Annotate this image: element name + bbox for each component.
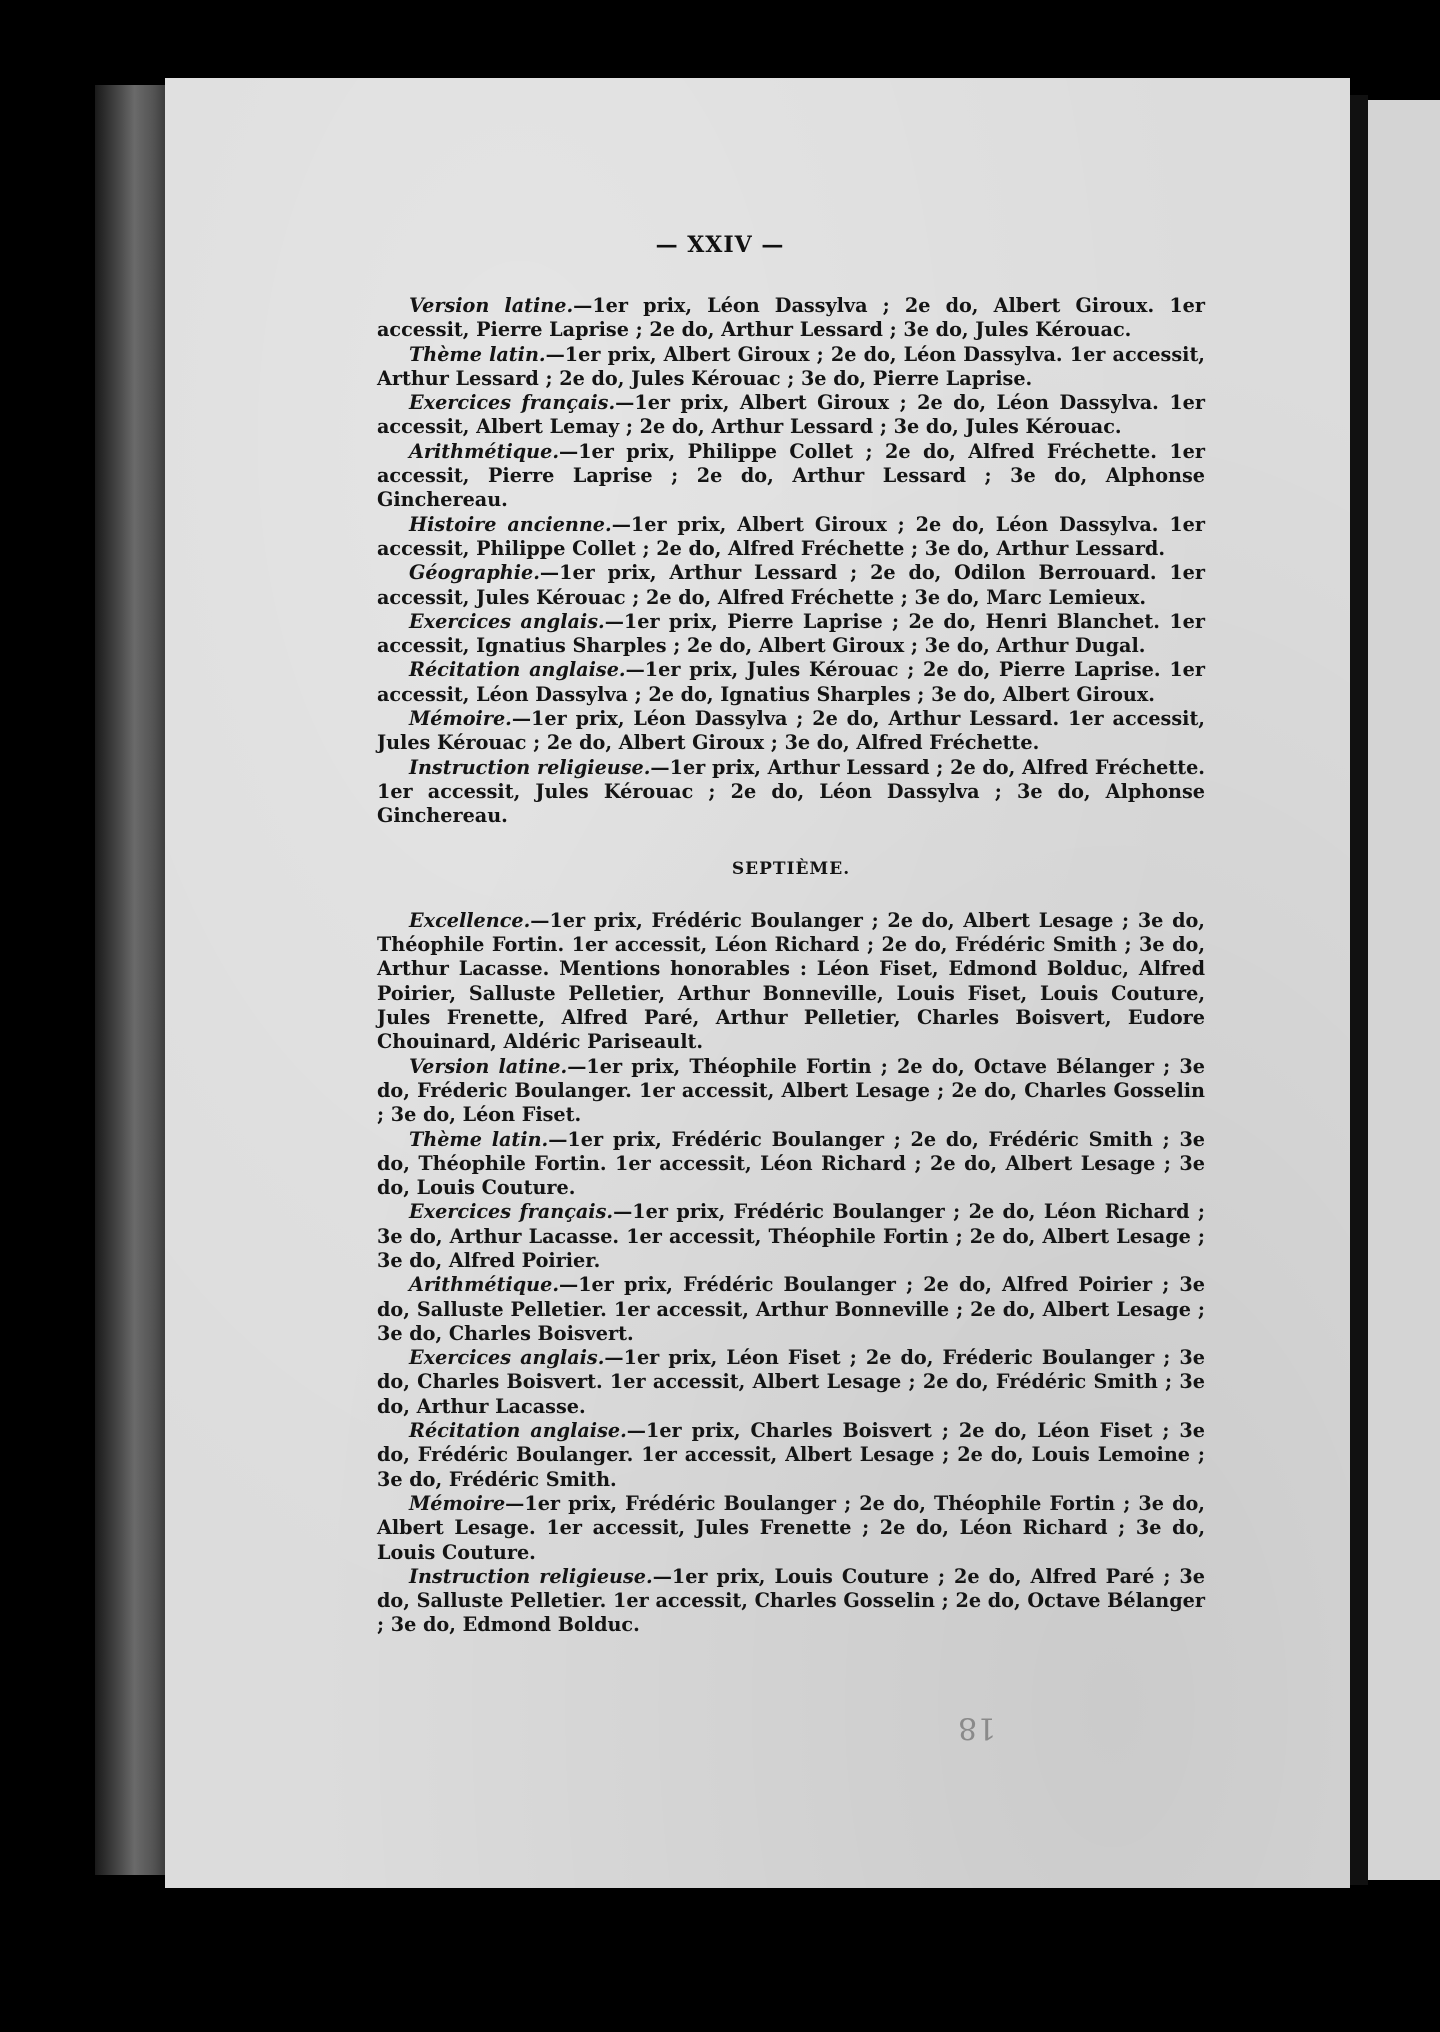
prize-text: —1er prix, Frédéric Boulanger ; 2e do, Frédéric Smith ; 3e do, Théophile Fortin. 1er accessit, Léon Richard ; 2e do, Albert Lesage ; 3e do, Louis Couture. — [377, 1127, 1205, 1200]
prize-text: —1er prix, Frédéric Boulanger ; 2e do, Théophile Fortin ; 3e do, Albert Lesage. 1er accessit, Jules Frenette ; 2e do, Léon Richard ; 3e do, Louis Couture. — [377, 1491, 1205, 1564]
prize-text: —1er prix, Albert Giroux ; 2e do, Léon Dassylva. 1er accessit, Albert Lemay ; 2e do, Arthur Lessard ; 3e do, Jules Kérouac. — [377, 391, 1205, 439]
prize-entry — [377, 1492, 1205, 1565]
prize-entry — [377, 1055, 1205, 1128]
prize-text: —1er prix, Frédéric Boulanger ; 2e do, Albert Lesage ; 3e do, Théophile Fortin. 1er accessit, Léon Richard ; 2e do, Frédéric Smith ; 3e do, Arthur Lacasse. Mentions honorables : Léon Fiset, Edmond Bolduc, Alfred Poirier, Salluste Pelletier, Arthur Bonneville, Louis Fiset, Louis Couture, Jules Frenette, Alfred Paré, Arthur Pelletier, Charles Boisvert, Eudore Chouinard, Aldéric Pariseault. — [377, 908, 1205, 1054]
page-gutter — [1350, 95, 1368, 1885]
prize-text: —1er prix, Léon Fiset ; 2e do, Fréderic Boulanger ; 3e do, Charles Boisvert. 1er accessit, Albert Lesage ; 2e do, Frédéric Smith ; 3e do, Arthur Lacasse. — [377, 1346, 1205, 1418]
subject-label: Exercices français. — [409, 1200, 614, 1224]
subject-label: Arithmétique. — [409, 439, 560, 463]
subject-label: Instruction religieuse. — [409, 1564, 653, 1588]
prize-text: —1er prix, Frédéric Boulanger ; 2e do, Alfred Poirier ; 3e do, Salluste Pelletier. 1er accessit, Arthur Bonneville ; 2e do, Albert Lesage ; 3e do, Charles Boisvert. — [377, 1273, 1205, 1345]
prize-entry — [377, 909, 1205, 1055]
prize-entry — [377, 707, 1205, 756]
prize-text: —1er prix, Philippe Collet ; 2e do, Alfred Fréchette. 1er accessit, Pierre Laprise ; 2e do, Arthur Lessard ; 3e do, Alphonse Ginchereau. — [377, 439, 1205, 512]
prize-text: —1er prix, Théophile Fortin ; 2e do, Octave Bélanger ; 3e do, Fréderic Boulanger. 1er accessit, Albert Lesage ; 2e do, Charles Gosselin ; 3e do, Léon Fiset. — [377, 1054, 1205, 1127]
subject-label: Thème latin. — [409, 1127, 549, 1151]
prize-entry — [377, 1273, 1205, 1346]
section-title-septieme: SEPTIÈME. — [731, 858, 851, 879]
prize-entry — [377, 1200, 1205, 1273]
page-body — [377, 294, 1205, 1638]
prize-entry — [377, 756, 1205, 829]
subject-label: Thème latin. — [409, 342, 546, 366]
subject-label: Version latine. — [409, 294, 574, 317]
subject-label: Version latine. — [409, 1054, 568, 1078]
prize-text: —1er prix, Louis Couture ; 2e do, Alfred Paré ; 3e do, Salluste Pelletier. 1er accessit, Charles Gosselin ; 2e do, Octave Bélanger ; 3e do, Edmond Bolduc. — [377, 1564, 1205, 1637]
prize-entry — [377, 658, 1205, 707]
prize-entry — [377, 1346, 1205, 1419]
subject-label: Géographie. — [409, 561, 540, 585]
prize-entry — [377, 561, 1205, 610]
subject-label: Excellence. — [409, 908, 531, 932]
prize-entry — [377, 1565, 1205, 1638]
subject-label: Arithmétique. — [409, 1273, 560, 1297]
prize-text: —1er prix, Charles Boisvert ; 2e do, Léon Fiset ; 3e do, Frédéric Boulanger. 1er accessit, Albert Lesage ; 2e do, Louis Lemoine ; 3e do, Frédéric Smith. — [377, 1419, 1205, 1491]
prize-entry — [377, 343, 1205, 392]
prize-text: —1er prix, Arthur Lessard ; 2e do, Alfred Fréchette. 1er accessit, Jules Kérouac ; 2e do, Léon Dassylva ; 3e do, Alphonse Ginchereau. — [377, 755, 1205, 828]
prize-text: —1er prix, Albert Giroux ; 2e do, Léon Dassylva. 1er accessit, Philippe Collet ; 2e do, Alfred Fréchette ; 3e do, Arthur Lessard. — [377, 512, 1205, 560]
prize-text: —1er prix, Pierre Laprise ; 2e do, Henri Blanchet. 1er accessit, Ignatius Sharples ; 2e do, Albert Giroux ; 3e do, Arthur Dugal. — [377, 609, 1205, 658]
subject-label: Exercices français. — [409, 391, 616, 415]
prize-entry — [377, 513, 1205, 562]
bleed-through-folio: 18 — [958, 1710, 997, 1745]
prize-entry — [377, 391, 1205, 440]
prize-text: —1er prix, Frédéric Boulanger ; 2e do, Léon Richard ; 3e do, Arthur Lacasse. 1er accessit, Théophile Fortin ; 2e do, Albert Lesage ; 3e do, Alfred Poirier. — [377, 1200, 1205, 1272]
adjacent-page-edge — [1368, 100, 1440, 1880]
prize-entry — [377, 294, 1205, 343]
prize-text: —1er prix, Jules Kérouac ; 2e do, Pierre Laprise. 1er accessit, Léon Dassylva ; 2e do, Ignatius Sharples ; 3e do, Albert Giroux. — [377, 658, 1205, 706]
section-sixth-continued — [377, 294, 1205, 829]
prize-entry — [377, 1128, 1205, 1201]
subject-label: Instruction religieuse. — [409, 755, 651, 779]
subject-label: Histoire ancienne. — [409, 512, 612, 536]
prize-text: —1er prix, Albert Giroux ; 2e do, Léon Dassylva. 1er accessit, Arthur Lessard ; 2e do, Jules Kérouac ; 3e do, Pierre Laprise. — [377, 342, 1205, 390]
prize-text: —1er prix, Léon Dassylva ; 2e do, Albert Giroux. 1er accessit, Pierre Laprise ; 2e do, Arthur Lessard ; 3e do, Jules Kérouac. — [377, 294, 1205, 342]
book-spine — [95, 85, 167, 1875]
subject-label: Exercices anglais. — [409, 1346, 605, 1370]
page-header: — XXIV — — [655, 232, 785, 258]
prize-entry — [377, 440, 1205, 513]
subject-label: Exercices anglais. — [409, 609, 605, 633]
prize-text: —1er prix, Arthur Lessard ; 2e do, Odilon Berrouard. 1er accessit, Jules Kérouac ; 2e do, Alfred Fréchette ; 3e do, Marc Lemieux. — [377, 561, 1205, 609]
subject-label: Mémoire — [409, 1491, 506, 1515]
subject-label: Mémoire. — [409, 707, 512, 731]
prize-entry — [377, 610, 1205, 659]
prize-entry — [377, 1419, 1205, 1492]
section-septieme — [377, 909, 1205, 1638]
prize-text: —1er prix, Léon Dassylva ; 2e do, Arthur Lessard. 1er accessit, Jules Kérouac ; 2e do, Albert Giroux ; 3e do, Alfred Fréchette. — [377, 707, 1205, 755]
subject-label: Récitation anglaise. — [409, 1419, 627, 1443]
subject-label: Récitation anglaise. — [409, 658, 626, 682]
